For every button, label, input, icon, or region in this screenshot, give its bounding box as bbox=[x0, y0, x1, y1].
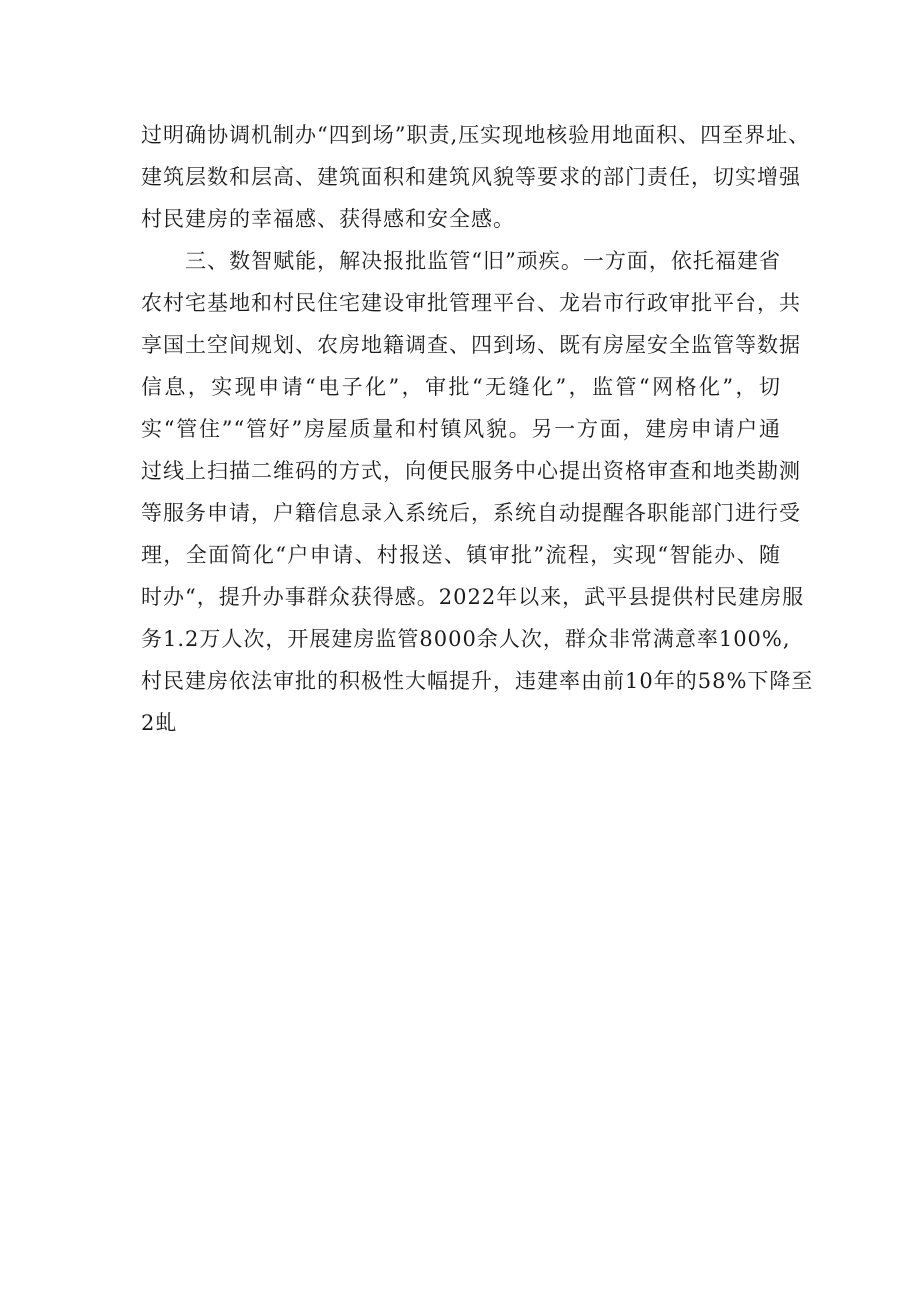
text-line: 理，全面简化“户申请、村报送、镇审批”流程，实现“智能办、随 bbox=[141, 543, 781, 567]
text-line: 享国土空间规划、农房地籍调查、四到场、既有房屋安全监管等数据 bbox=[141, 333, 801, 357]
text-line: 建筑层数和层高、建筑面积和建筑风貌等要求的部门责任，切实增强 bbox=[141, 165, 801, 189]
text-line: 村民建房的幸福感、获得感和安全感。 bbox=[141, 207, 515, 231]
text-line: 务1.2万人次，开展建房监管8000余人次，群众非常满意率100%, bbox=[141, 627, 791, 651]
paragraph-1 bbox=[141, 114, 811, 240]
text-line: 过明确协调机制办“四到场”职责,压实现地核验用地面积、四至界址、 bbox=[141, 123, 811, 147]
text-line: 过线上扫描二维码的方式，向便民服务中心提出资格审查和地类勘测 bbox=[141, 459, 801, 483]
text-line: 信息，实现申请“电子化”，审批“无缝化”，监管“网格化”，切 bbox=[141, 375, 781, 399]
paragraph-2 bbox=[141, 240, 814, 744]
text-line: 农村宅基地和村民住宅建设审批管理平台、龙岩市行政审批平台，共 bbox=[141, 291, 801, 315]
document-body bbox=[141, 114, 814, 744]
text-line: 实“管住”“管好”房屋质量和村镇风貌。另一方面，建房申请户通 bbox=[141, 417, 781, 441]
text-line: 三、数智赋能，解决报批监管“旧”顽疾。一方面，依托福建省 bbox=[141, 249, 781, 273]
text-line: 2虬 bbox=[141, 711, 178, 735]
text-line: 等服务申请，户籍信息录入系统后，系统自动提醒各职能部门进行受 bbox=[141, 501, 801, 525]
text-line: 村民建房依法审批的积极性大幅提升，违建率由前10年的58%下降至 bbox=[141, 669, 814, 693]
text-line: 时办“，提升办事群众获得感。2022年以来，武平县提供村民建房服 bbox=[141, 585, 805, 609]
